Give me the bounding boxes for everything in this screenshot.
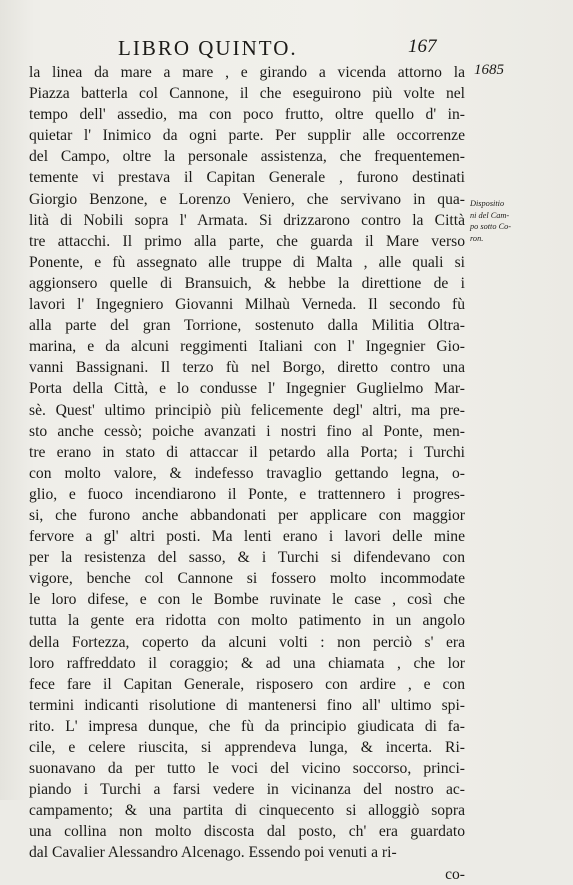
page-number: 167 [408,36,437,57]
text-line: lavori l' Ingegniero Giovanni Milhaù Verneda. Il secondo fù [29,296,465,314]
text-line: temente vi prestava il Capitan Generale , furono destinati [29,169,465,187]
body-text [29,62,465,885]
text-line: tre attacchi. Il primo alla parte, che guarda il Mare verso [29,232,465,250]
running-head: LIBRO QUINTO. [118,36,298,60]
text-line: tempo dell' assedio, ma con poco frutto, oltre quello d' in- [29,106,465,124]
text-line: rito. L' impresa dunque, che fù da principio giudicata di fa- [29,717,465,735]
margin-note-line: ni del Cam- [470,210,510,220]
text-line: quietar l' Inimico da ogni parte. Per supplir alle occorrenze [29,127,465,145]
text-line: si, che furono anche abbandonati per applicare con maggior [29,506,465,524]
margin-year: 1685 [474,62,504,78]
margin-note-line: po sotto Co- [470,222,512,231]
text-line: fervore a gl' altri posti. Ma lenti erano i lavori delle mine [29,528,465,546]
text-line: sto anche cessò; poiche avanzati i nostri fino al Ponte, men- [29,422,465,440]
text-line: Giorgio Benzone, e Lorenzo Veniero, che servivano in qua- [29,190,465,208]
text-line: cile, e celere riuscita, si apprendeva lunga, & incerta. Ri- [29,739,465,756]
text-line: le loro difese, e con le Bombe ruvinate le case , così che [29,591,465,609]
text-line: fece fare il Capitan Generale, risposero con ardire , e con [29,675,465,693]
text-line: marina, e da alcuni reggimenti Italiani con l' Ingegnier Gio- [29,338,465,356]
text-line: della Fortezza, coperto da alcuni volti : non perciò s' era [29,633,465,651]
text-line: la linea da mare a mare , e girando a vicenda attorno la [29,64,465,81]
margin-note-line: Dispositio [470,199,505,208]
text-line: suonavano da per tutto le voci del vicino soccorso, princi- [29,760,465,778]
text-line: campamento; & una partita di cinquecento si alloggiò sopra [29,802,465,820]
margin-note-line: ron. [470,233,484,243]
text-line: una collina non molto discosta dal posto, ch' era guardato [29,823,465,841]
text-line: piando i Turchi a farsi vedere in vicinanza del nostro ac- [29,781,465,799]
text-line: alla parte del gran Torrione, sostenuto dalla Militia Oltra- [29,317,465,335]
text-line: Ponente, e fù assegnato alle truppe di Malta , alle quali si [29,253,465,271]
text-line: tutta la gente era ridotta con molto patimento in un angolo [29,612,465,630]
text-line: termini indicanti risolutione di mantenersi fino all' ultimo spi- [29,696,465,714]
text-line: Piazza batterla col Cannone, il che eseguirono più volte nel [29,85,465,103]
catchword: co- [445,865,465,883]
text-line: lità di Nobili sopra l' Armata. Si drizzarono contro la Città [29,211,465,229]
text-line: dal Cavalier Alessandro Alcenago. Essendo poi venuti a ri- [29,844,397,862]
text-line: aggionsero quelle di Bransuich, & hebbe la direttione de i [29,274,465,292]
text-line: glio, e fuoco incendiarono il Ponte, e trattennero i progres- [29,485,465,503]
text-line: con molto valore, & indefesso travaglio gettando legna, o- [29,464,465,482]
text-line: per la resistenza del sasso, & i Turchi si difendevano con [29,549,465,567]
text-line: tre erano in stato di attaccar il petardo alla Porta; i Turchi [29,443,465,461]
text-line: loro raffreddato il coraggio; & ad una chiamata , che lor [29,654,465,672]
text-line: del Campo, oltre la personale assistenza, che frequentemen- [29,148,465,166]
text-line: sè. Quest' ultimo principiò più felicemente degl' altri, ma pre- [29,401,465,419]
text-line: Porta della Città, e lo condusse l' Ingegnier Guglielmo Mar- [29,380,465,398]
text-line: vigore, benche col Cannone si fossero molto incommodate [29,570,465,588]
text-line: vanni Bassignani. Il terzo fù nel Borgo, diretto contro una [29,359,465,377]
margin-note [470,198,530,244]
